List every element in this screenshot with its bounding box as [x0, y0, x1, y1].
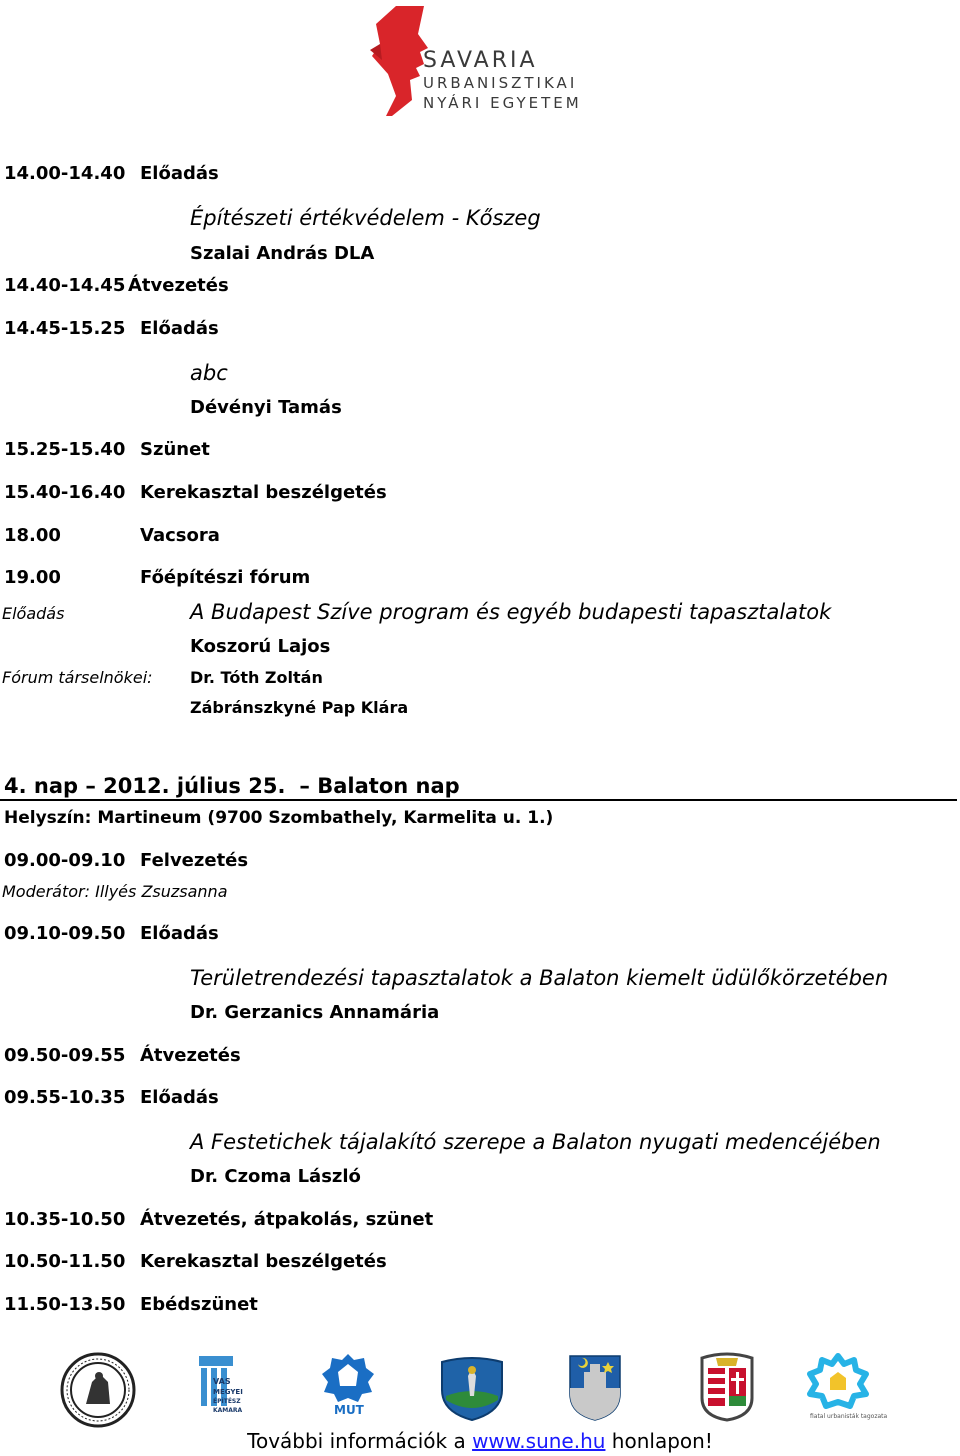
slot-label: Előadás — [140, 318, 219, 339]
slot-label: Ebédszünet — [140, 1294, 258, 1315]
slot-label: Felvezetés — [140, 850, 249, 871]
footer-info — [0, 1429, 960, 1453]
day-heading-dash: – — [299, 774, 310, 798]
mut-icon — [320, 1350, 376, 1418]
svg-text:MUT: MUT — [334, 1403, 364, 1417]
time-slot: 14.00-14.40 — [4, 163, 126, 184]
hungary-coat-of-arms-icon — [694, 1354, 760, 1422]
logo-line-3: NYÁRI EGYETEM — [423, 94, 582, 112]
time-slot: 09.10-09.50 — [4, 923, 126, 944]
footer-info-suffix: honlapon! — [605, 1429, 713, 1453]
venue: Helyszín: Martineum (9700 Szombathely, Karmelita u. 1.) — [4, 808, 554, 828]
slot-label: Vacsora — [140, 525, 220, 546]
lecture-title: Építészeti értékvédelem - Kőszeg — [190, 206, 541, 230]
time-slot: 15.40-16.40 — [4, 482, 126, 503]
lecture-speaker: Dr. Gerzanics Annamária — [190, 1002, 440, 1023]
time-slot: 09.50-09.55 — [4, 1045, 126, 1066]
lecture-speaker: Dévényi Tamás — [190, 397, 342, 418]
copresident-name: Dr. Tóth Zoltán — [190, 668, 323, 687]
savaria-profile-icon — [366, 4, 430, 120]
slot-label: Átvezetés — [128, 275, 229, 296]
day-heading-date: 4. nap – 2012. július 25. — [4, 774, 286, 798]
szombathely-coat-of-arms-icon — [568, 1354, 622, 1422]
time-slot: 15.25-15.40 — [4, 439, 126, 460]
forum-lecture-label: Előadás — [2, 604, 65, 623]
vas-megye-coat-of-arms-icon — [436, 1356, 508, 1422]
day-heading — [4, 774, 460, 798]
logo-line-2: URBANISZTIKAI — [423, 74, 578, 92]
time-slot: 09.55-10.35 — [4, 1087, 126, 1108]
svg-text:fiatal urbanisták tagozata: fiatal urbanisták tagozata — [810, 1413, 888, 1420]
lecture-title: abc — [190, 361, 228, 385]
svg-text:MEGYEI: MEGYEI — [213, 1388, 243, 1396]
time-slot: 11.50-13.50 — [4, 1294, 126, 1315]
day-heading-theme: Balaton nap — [317, 774, 460, 798]
slot-label: Kerekasztal beszélgetés — [140, 482, 387, 503]
time-slot: 09.00-09.10 — [4, 850, 126, 871]
svg-text:ÉPÍTÉSZ: ÉPÍTÉSZ — [213, 1398, 241, 1405]
slot-label: Kerekasztal beszélgetés — [140, 1251, 387, 1272]
vas-megyei-epitesz-kamara-icon — [193, 1354, 251, 1416]
copresident-name: Zábránszkyné Pap Klára — [190, 698, 409, 717]
footer-website-link[interactable]: www.sune.hu — [472, 1429, 606, 1453]
time-slot: 10.50-11.50 — [4, 1251, 126, 1272]
section-divider — [0, 799, 957, 801]
slot-label: Szünet — [140, 439, 210, 460]
lecture-speaker: Dr. Czoma László — [190, 1166, 361, 1187]
svg-text:KAMARA: KAMARA — [213, 1407, 243, 1414]
svg-text:VAS: VAS — [213, 1377, 231, 1386]
fiatal-urbanistak-icon — [806, 1352, 888, 1422]
slot-label: Előadás — [140, 923, 219, 944]
slot-label: Előadás — [140, 1087, 219, 1108]
copresidents-label: Fórum társelnökei: — [2, 668, 153, 687]
lecture-title: A Festetichek tájalakító szerepe a Balaton nyugati medencéjében — [190, 1130, 881, 1154]
moderator: Moderátor: Illyés Zsuzsanna — [2, 882, 228, 901]
lecture-title: A Budapest Szíve program és egyéb budapesti tapasztalatok — [190, 600, 832, 624]
lecture-speaker: Koszorú Lajos — [190, 636, 331, 657]
lecture-speaker: Szalai András DLA — [190, 243, 375, 264]
footer-info-prefix: További információk a — [247, 1429, 473, 1453]
lecture-title: Területrendezési tapasztalatok a Balaton kiemelt üdülőkörzetében — [190, 966, 889, 990]
time-slot: 14.40-14.45 — [4, 275, 126, 296]
logo-line-1: SAVARIA — [423, 48, 538, 73]
slot-label: Átvezetés — [140, 1045, 241, 1066]
oeb-seal-icon — [58, 1352, 138, 1428]
slot-label: Főépítészi fórum — [140, 567, 311, 588]
time-slot: 10.35-10.50 — [4, 1209, 126, 1230]
time-slot: 19.00 — [4, 567, 61, 588]
time-slot: 18.00 — [4, 525, 61, 546]
time-slot: 14.45-15.25 — [4, 318, 126, 339]
slot-label: Átvezetés, átpakolás, szünet — [140, 1209, 434, 1230]
slot-label: Előadás — [140, 163, 219, 184]
